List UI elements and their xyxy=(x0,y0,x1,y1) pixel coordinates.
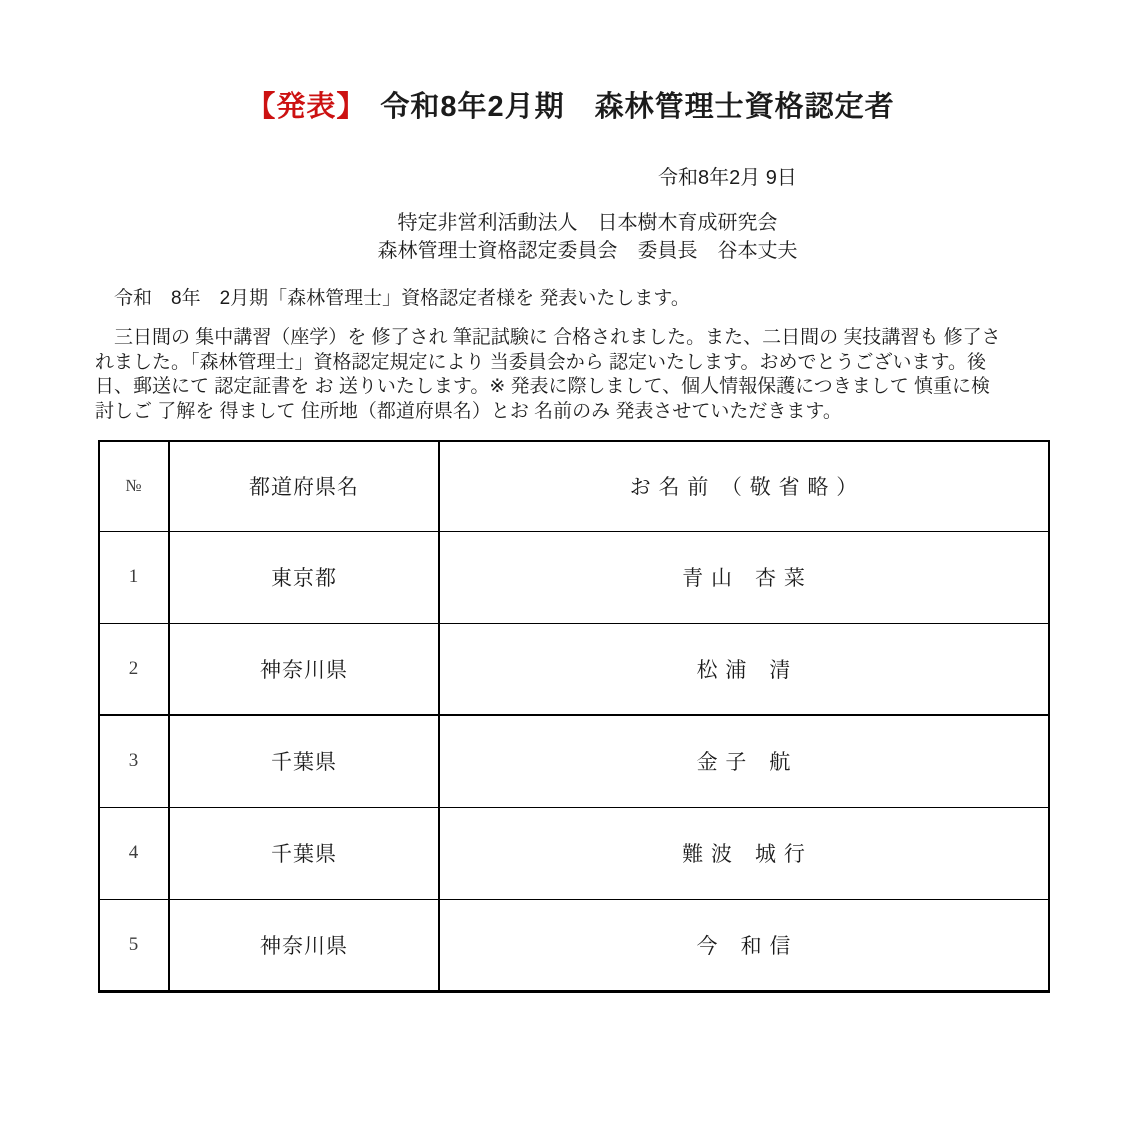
row-number-cell: 1 xyxy=(99,531,169,623)
table-body xyxy=(99,531,1049,991)
body-paragraph xyxy=(95,326,1141,424)
table-row xyxy=(99,531,1049,623)
prefecture-cell: 千葉県 xyxy=(169,807,439,899)
date-line: 令和8年2月 9日 xyxy=(658,167,797,189)
col-header-name: お 名 前 （ 敬 省 略 ） xyxy=(439,441,1049,531)
title-tag: 【発表】 xyxy=(246,91,367,123)
body-line: れました。「森林管理士」資格認定規定により 当委員会から 認定いたします。おめでとうございます。後 xyxy=(95,351,987,373)
name-cell: 青 山 杏 菜 xyxy=(439,531,1049,623)
prefecture-cell: 東京都 xyxy=(169,531,439,623)
title-text: 令和8年2月期 森林管理士資格認定者 xyxy=(380,91,895,123)
certified-persons-table xyxy=(98,440,1050,993)
col-header-prefecture: 都道府県名 xyxy=(169,441,439,531)
row-number-cell: 2 xyxy=(99,623,169,715)
col-header-no: № xyxy=(99,441,169,531)
name-cell: 金 子 航 xyxy=(439,715,1049,807)
prefecture-cell: 千葉県 xyxy=(169,715,439,807)
committee-chair-line: 森林管理士資格認定委員会 委員長 谷本丈夫 xyxy=(377,240,798,262)
prefecture-cell: 神奈川県 xyxy=(169,623,439,715)
body-line: 日、郵送にて 認定証書を お 送りいたします。※ 発表に際しまして、個人情報保護につきまして 慎重に検 xyxy=(95,376,991,397)
row-number-cell: 3 xyxy=(99,715,169,807)
organization-name: 特定非営利活動法人 日本樹木育成研究会 xyxy=(397,212,778,234)
page-title xyxy=(0,84,1141,125)
table-row xyxy=(99,899,1049,991)
name-cell: 松 浦 清 xyxy=(439,623,1049,715)
table-row xyxy=(99,623,1049,715)
intro-sentence: 令和 8年 2月期「森林管理士」資格認定者様を 発表いたします。 xyxy=(95,288,690,309)
table-row xyxy=(99,807,1049,899)
body-line: 三日間の 集中講習（座学）を 修了され 筆記試験に 合格されました。また、二日間の 実技講習も 修了さ xyxy=(95,327,1001,348)
name-cell: 今 和 信 xyxy=(439,899,1049,991)
table-header-row xyxy=(99,441,1049,531)
row-number-cell: 4 xyxy=(99,807,169,899)
row-number-cell: 5 xyxy=(99,899,169,991)
organization-block xyxy=(34,209,1141,265)
name-cell: 難 波 城 行 xyxy=(439,807,1049,899)
table-row xyxy=(99,715,1049,807)
prefecture-cell: 神奈川県 xyxy=(169,899,439,991)
body-line: 討しご 了解を 得まして 住所地（都道府県名）とお 名前のみ 発表させていただきます。 xyxy=(95,400,842,422)
